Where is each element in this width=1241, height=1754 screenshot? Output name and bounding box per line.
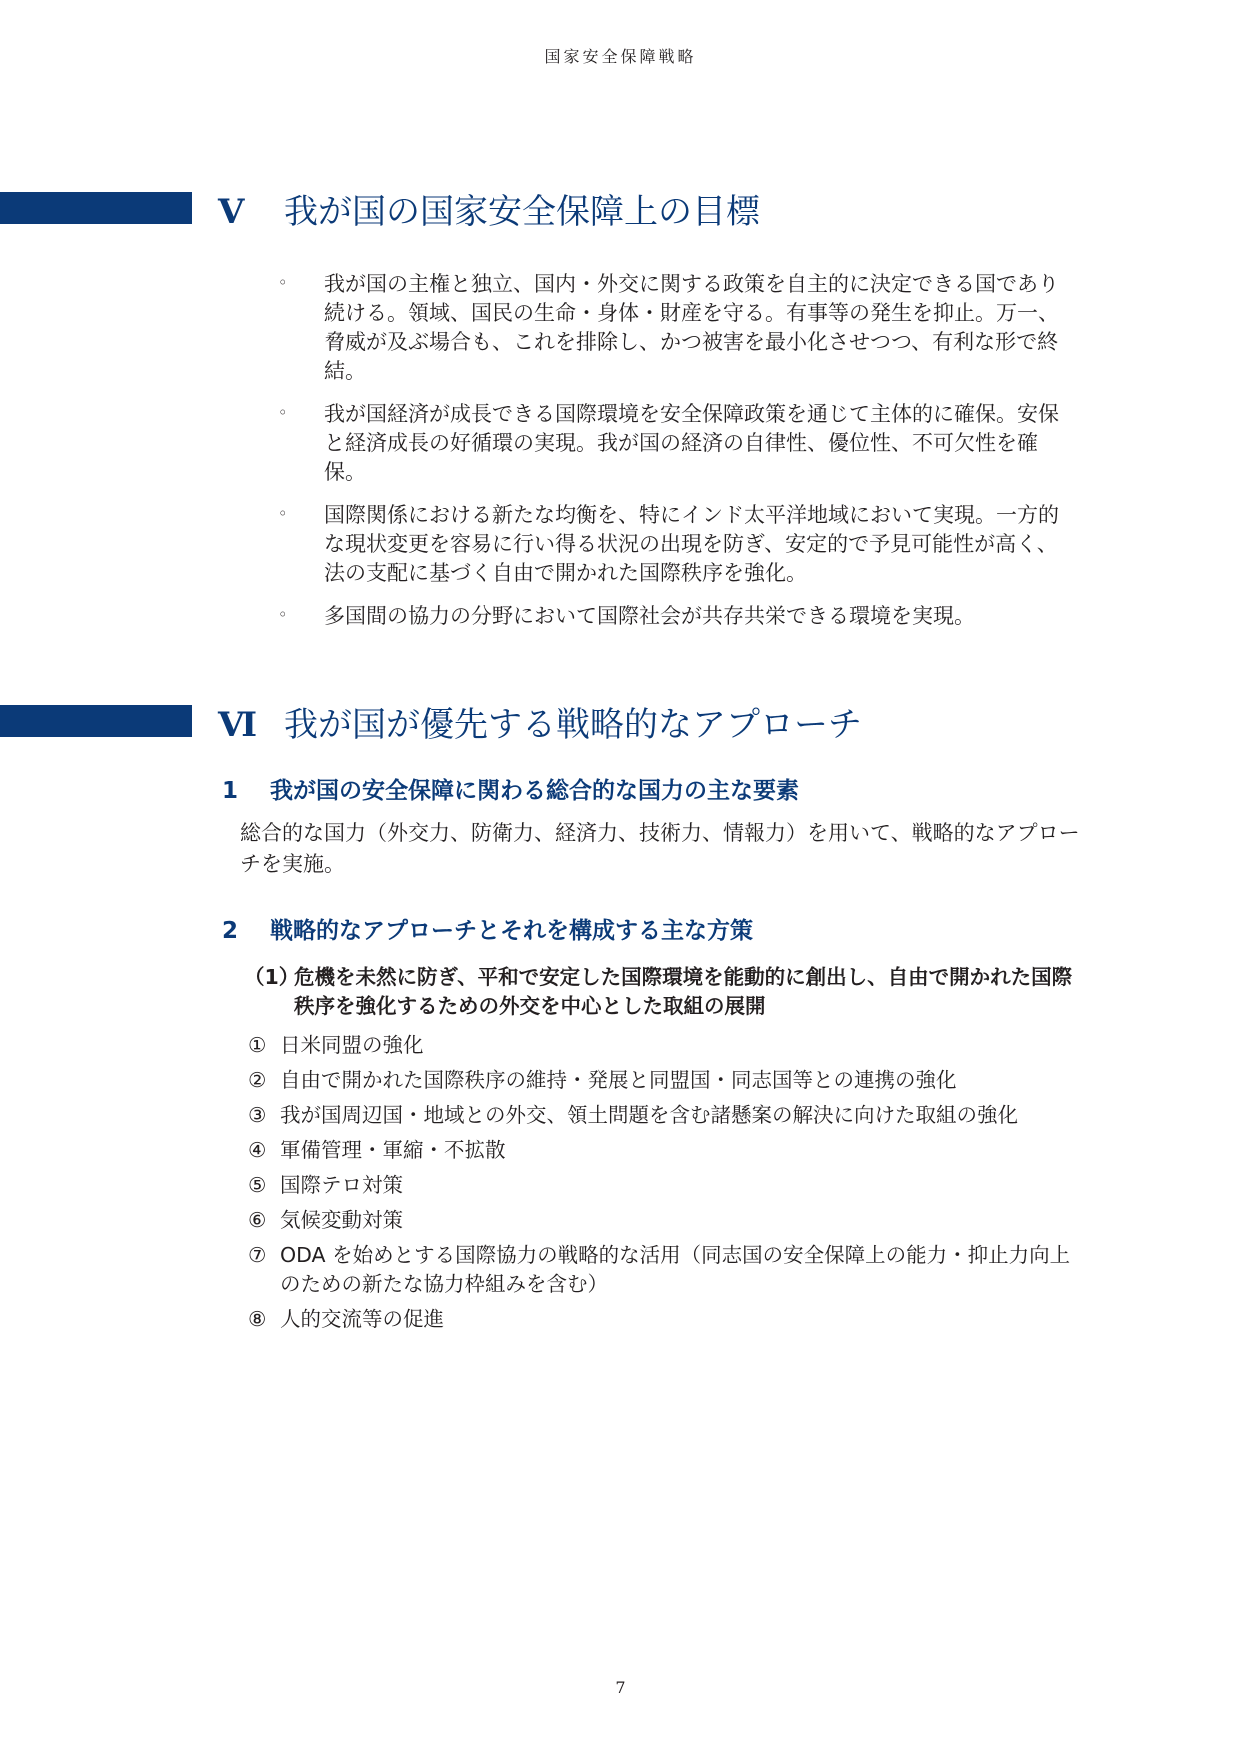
bullet-text: 多国間の協力の分野において国際社会が共存共栄できる環境を実現。 bbox=[324, 604, 975, 628]
list-item bbox=[278, 400, 1078, 487]
section-title-text: 我が国が優先する戦略的なアプローチ bbox=[284, 705, 862, 745]
list-item bbox=[248, 1206, 1078, 1235]
list-item bbox=[278, 501, 1078, 588]
list-number: ⑧ bbox=[248, 1307, 267, 1331]
list-item bbox=[248, 1101, 1078, 1130]
list-item bbox=[248, 1171, 1078, 1200]
list-text: ODA を始めとする国際協力の戦略的な活用（同志国の安全保障上の能力・抑止力向上のための新たな協力枠組みを含む） bbox=[280, 1243, 1071, 1296]
section-number: Ⅵ bbox=[218, 705, 258, 745]
section-title bbox=[218, 697, 862, 746]
running-header: 国家安全保障戦略 bbox=[544, 47, 697, 66]
item-title: 危機を未然に防ぎ、平和で安定した国際環境を能動的に創出し、自由で開かれた国際秩序を強化するための外交を中心とした取組の展開 bbox=[294, 965, 1073, 1018]
bullet-text: 国際関係における新たな均衡を、特にインド太平洋地域において実現。一方的な現状変更を容易に行い得る状況の出現を防ぎ、安定的で予見可能性が高く、法の支配に基づく自由で開かれた国際秩序を強化。 bbox=[324, 503, 1059, 585]
list-text: 軍備管理・軍縮・不拡散 bbox=[280, 1138, 506, 1162]
section-number: V bbox=[218, 192, 245, 232]
subsection-number: 1 bbox=[222, 778, 239, 804]
measure-list bbox=[248, 1031, 1078, 1340]
bullet-mark: ◦ bbox=[278, 504, 288, 523]
list-number: ④ bbox=[248, 1138, 267, 1162]
list-item bbox=[278, 270, 1078, 386]
section-title-text: 我が国の国家安全保障上の目標 bbox=[284, 192, 760, 232]
subsection-title: 戦略的なアプローチとそれを構成する主な方策 bbox=[270, 918, 753, 944]
subsection-heading bbox=[222, 912, 753, 945]
list-item bbox=[248, 1136, 1078, 1165]
list-number: ② bbox=[248, 1068, 267, 1092]
bullet-text: 我が国の主権と独立、国内・外交に関する政策を自主的に決定できる国であり続ける。領域、国民の生命・身体・財産を守る。有事等の発生を抑止。万一、脅威が及ぶ場合も、これを排除し、かつ被害を最小化させつつ、有利な形で終結。 bbox=[324, 272, 1059, 383]
bullet-text: 我が国経済が成長できる国際環境を安全保障政策を通じて主体的に確保。安保と経済成長の好循環の実現。我が国の経済の自律性、優位性、不可欠性を確保。 bbox=[324, 402, 1059, 484]
item-number: （1） bbox=[244, 965, 300, 989]
section-bar bbox=[0, 705, 192, 737]
page-number: 7 bbox=[615, 1678, 626, 1697]
item-heading bbox=[244, 963, 1074, 1021]
list-text: 日米同盟の強化 bbox=[280, 1033, 424, 1057]
list-text: 人的交流等の促進 bbox=[280, 1307, 444, 1331]
subsection-heading bbox=[222, 772, 799, 805]
list-item bbox=[248, 1241, 1078, 1299]
list-item bbox=[248, 1031, 1078, 1060]
list-text: 我が国周辺国・地域との外交、領土問題を含む諸懸案の解決に向けた取組の強化 bbox=[280, 1103, 1018, 1127]
bullet-mark: ◦ bbox=[278, 403, 288, 422]
list-number: ③ bbox=[248, 1103, 267, 1127]
list-item bbox=[278, 602, 1078, 631]
subsection-number: 2 bbox=[222, 918, 239, 944]
list-number: ⑥ bbox=[248, 1208, 267, 1232]
bullet-mark: ◦ bbox=[278, 605, 288, 624]
subsection-paragraph: 総合的な国力（外交力、防衛力、経済力、技術力、情報力）を用いて、戦略的なアプローチを実施。 bbox=[240, 821, 1080, 876]
list-number: ⑤ bbox=[248, 1173, 267, 1197]
subsection-title: 我が国の安全保障に関わる総合的な国力の主な要素 bbox=[270, 778, 799, 804]
bullet-mark: ◦ bbox=[278, 273, 288, 292]
list-item bbox=[248, 1066, 1078, 1095]
list-text: 気候変動対策 bbox=[280, 1208, 403, 1232]
list-text: 国際テロ対策 bbox=[280, 1173, 403, 1197]
section-title bbox=[218, 184, 760, 233]
goal-list bbox=[278, 270, 1078, 645]
list-number: ① bbox=[248, 1033, 267, 1057]
list-item bbox=[248, 1305, 1078, 1334]
list-number: ⑦ bbox=[248, 1243, 267, 1267]
list-text: 自由で開かれた国際秩序の維持・発展と同盟国・同志国等との連携の強化 bbox=[280, 1068, 957, 1092]
section-bar bbox=[0, 192, 192, 224]
